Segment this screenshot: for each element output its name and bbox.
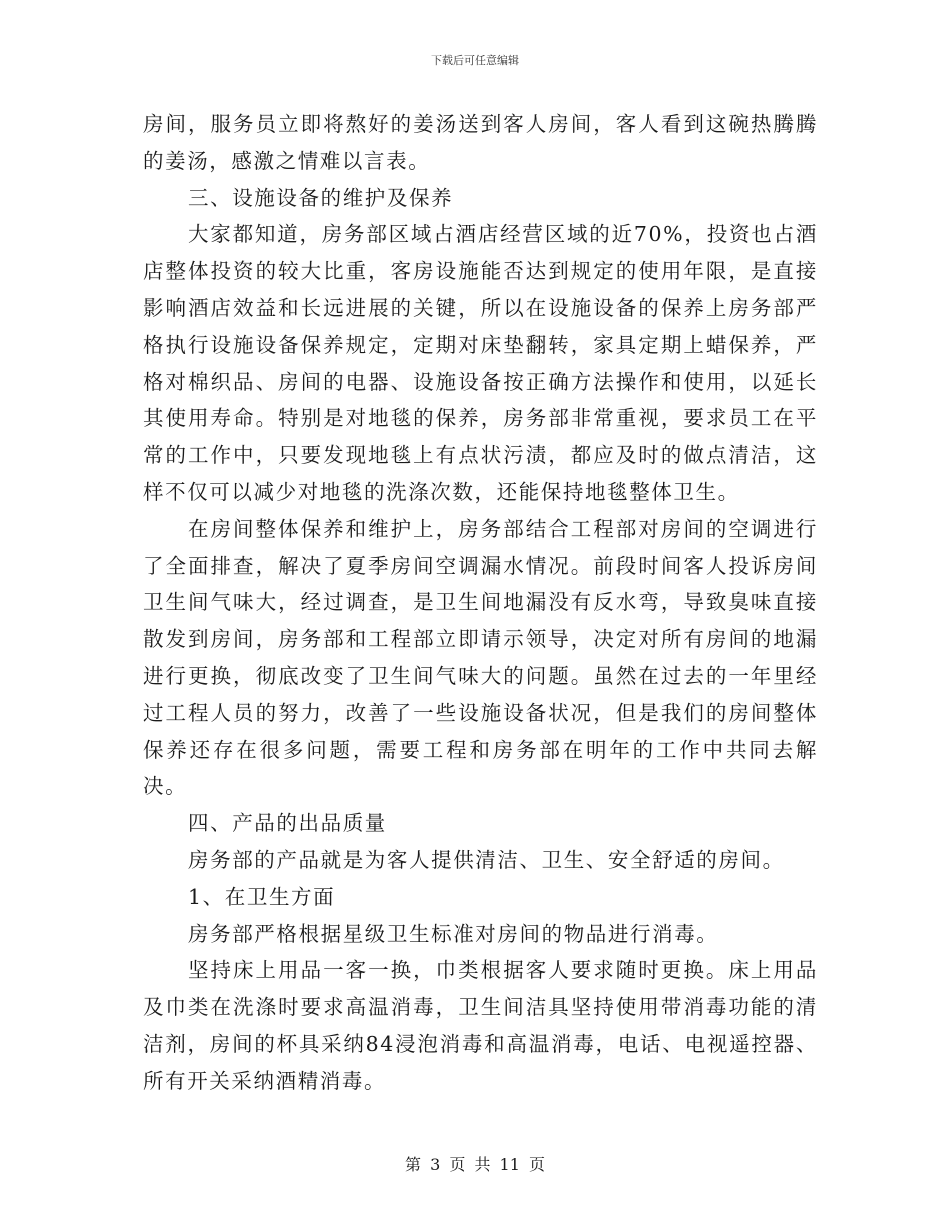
- paragraph-continuation: 房间，服务员立即将熬好的姜汤送到客人房间，客人看到这碗热腾腾的姜汤，感激之情难以言表。: [143, 112, 818, 173]
- page-number: 第 3 页 共 11 页: [405, 1155, 545, 1174]
- paragraph-product-definition: 房务部的产品就是为客人提供清洁、卫生、安全舒适的房间。: [188, 847, 785, 872]
- paragraph-facility-maintenance: 大家都知道，房务部区域占酒店经营区域的近70%，投资也占酒店整体投资的较大比重，客房设施能否达到规定的使用年限，是直接影响酒店效益和长远进展的关键，所以在设施设备的保养上房务部严格执行设施设备保养规定，定期对床垫翻转，家具定期上蜡保养，严格对棉织品、房间的电器、设施设备按正确方法操作和使用，以延长其使用寿命。特别是对地毯的保养，房务部非常重视，要求员工在平常的工作中，只要发现地毯上有点状污渍，都应及时的做点清洁，这样不仅可以减少对地毯的洗涤次数，还能保持地毯整体卫生。: [143, 222, 818, 504]
- paragraph-hygiene-standard: 房务部严格根据星级卫生标准对房间的物品进行消毒。: [188, 921, 719, 946]
- section-heading-product-quality: 四、产品的出品质量: [188, 811, 387, 836]
- page-header: 下载后可任意编辑: [431, 54, 519, 67]
- paragraph-disinfection: 坚持床上用品一客一换，巾类根据客人要求随时更换。床上用品及巾类在洗涤时要求高温消毒，卫生间洁具坚持使用带消毒功能的清洁剂，房间的杯具采纳84浸泡消毒和高温消毒，电话、电视遥控器、所有开关采纳酒精消毒。: [143, 958, 818, 1093]
- subheading-hygiene: 1、在卫生方面: [188, 884, 336, 909]
- paragraph-room-maintenance: 在房间整体保养和维护上，房务部结合工程部对房间的空调进行了全面排查，解决了夏季房间空调漏水情况。前段时间客人投诉房间卫生间气味大，经过调查，是卫生间地漏没有反水弯，导致臭味直接散发到房间，房务部和工程部立即请示领导，决定对所有房间的地漏进行更换，彻底改变了卫生间气味大的问题。虽然在过去的一年里经过工程人员的努力，改善了一些设施设备状况，但是我们的房间整体保养还存在很多问题，需要工程和房务部在明年的工作中共同去解决。: [143, 516, 818, 799]
- section-heading-facility-maintenance: 三、设施设备的维护及保养: [188, 185, 454, 210]
- document-body: [143, 106, 818, 1100]
